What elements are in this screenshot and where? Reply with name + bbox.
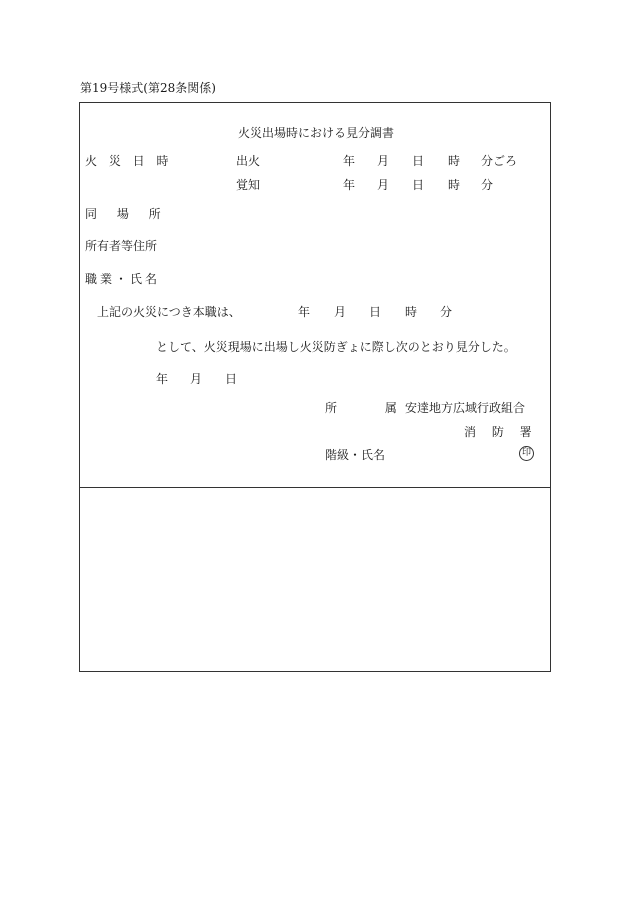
statement-year: 年 bbox=[298, 305, 311, 319]
owner-address-label: 所有者等住所 bbox=[85, 239, 158, 253]
statement-day: 日 bbox=[369, 305, 382, 319]
location-label: 同 場 所 bbox=[85, 207, 169, 221]
outbreak-hour: 時 bbox=[448, 154, 461, 168]
statement-line2: として、火災現場に出場し火災防ぎょに際し次のとおり見分した。 bbox=[156, 340, 516, 354]
outbreak-day: 日 bbox=[412, 154, 425, 168]
outbreak-month: 月 bbox=[377, 154, 390, 168]
statement-prefix: 上記の火災につき本職は、 bbox=[97, 305, 241, 319]
statement-minute: 分 bbox=[440, 305, 453, 319]
outbreak-year: 年 bbox=[343, 154, 356, 168]
detection-minute: 分 bbox=[481, 178, 494, 192]
date-day: 日 bbox=[225, 372, 238, 386]
statement-month: 月 bbox=[334, 305, 347, 319]
detection-year: 年 bbox=[343, 178, 356, 192]
form-number-label: 第19号様式(第28条関係) bbox=[80, 81, 216, 95]
fire-station-label: 消 防 署 bbox=[464, 425, 538, 439]
affiliation-label: 所 属 bbox=[325, 401, 419, 415]
fire-datetime-label: 火 災 日 時 bbox=[85, 154, 173, 168]
affiliation-org: 安達地方広域行政組合 bbox=[405, 401, 526, 415]
statement-hour: 時 bbox=[405, 305, 418, 319]
detection-month: 月 bbox=[377, 178, 390, 192]
rank-name-label: 階級・氏名 bbox=[325, 448, 386, 462]
date-year: 年 bbox=[156, 372, 169, 386]
detection-day: 日 bbox=[412, 178, 425, 192]
date-month: 月 bbox=[190, 372, 203, 386]
seal-mark: 印 bbox=[519, 446, 534, 461]
detection-hour: 時 bbox=[448, 178, 461, 192]
detection-label: 覚知 bbox=[236, 178, 261, 192]
outbreak-minute: 分ごろ bbox=[481, 154, 518, 168]
occupation-name-label: 職業・氏名 bbox=[85, 272, 161, 286]
document-title: 火災出場時における見分調書 bbox=[238, 126, 395, 140]
section-divider bbox=[79, 487, 551, 488]
outbreak-label: 出火 bbox=[236, 154, 261, 168]
